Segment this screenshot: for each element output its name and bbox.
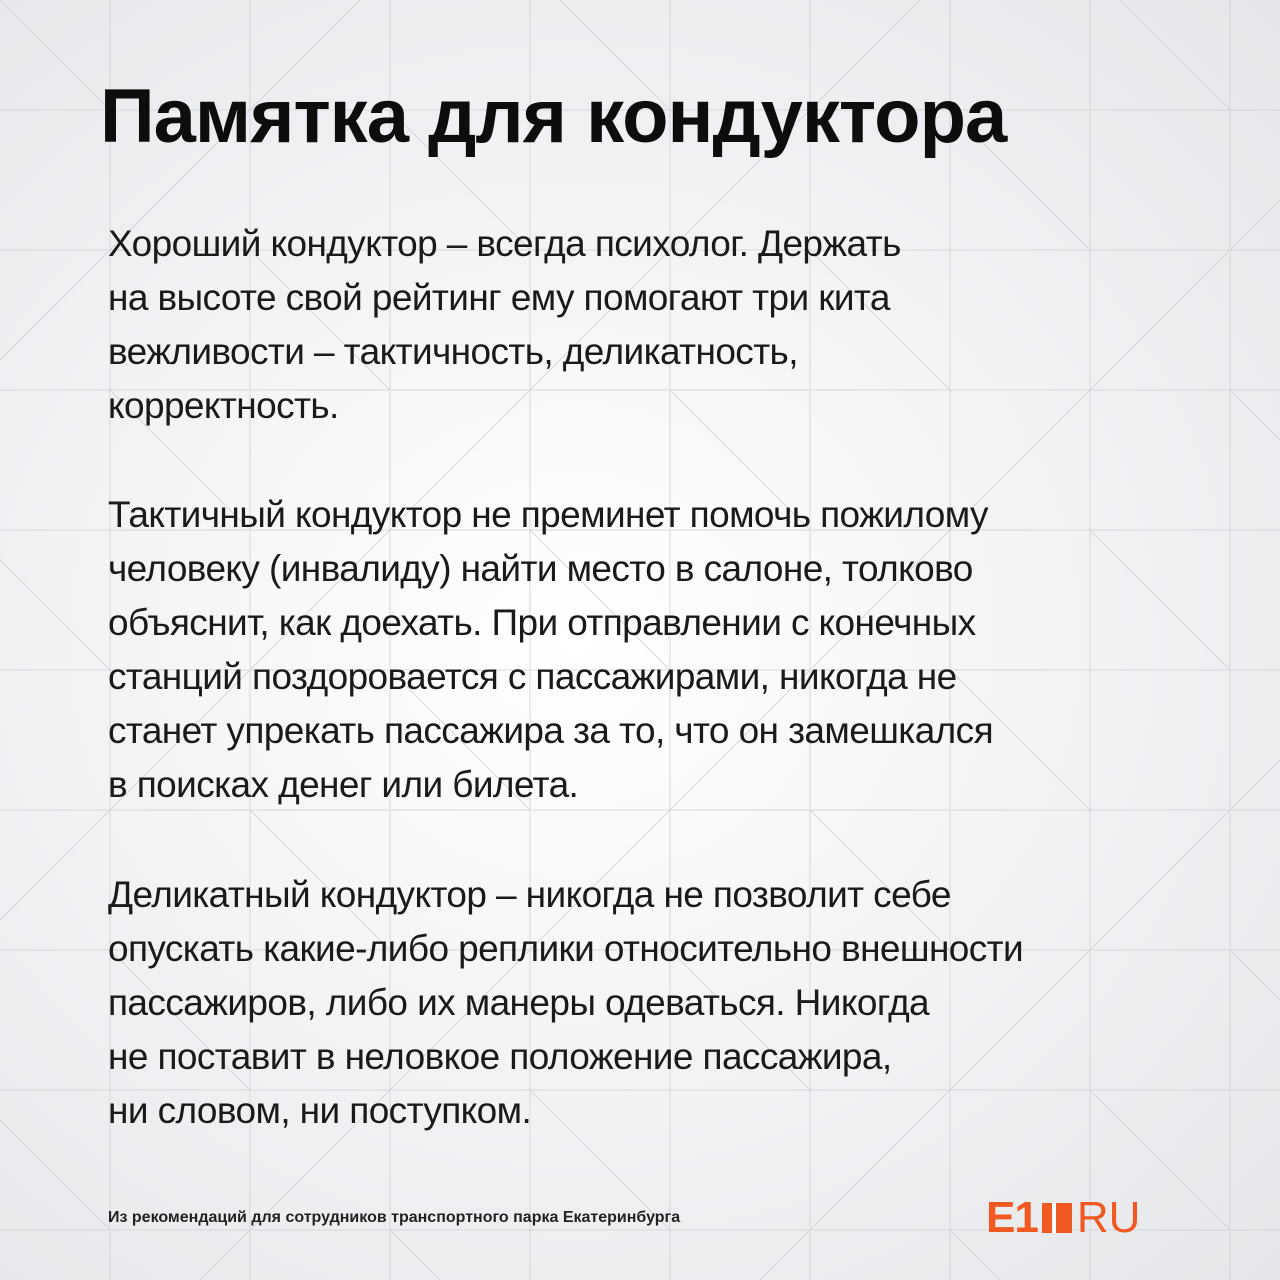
- paragraph-intro: [108, 217, 1198, 433]
- logo-e1-text: E1: [986, 1193, 1038, 1242]
- paragraph-line: пассажиров, либо их манеры одеваться. Никогда: [108, 982, 930, 1023]
- paragraph-line: корректность.: [108, 385, 339, 426]
- paragraph-line: станций поздоровается с пассажирами, никогда не: [108, 656, 957, 697]
- paragraph-line: Деликатный кондуктор – никогда не позволит себе: [108, 874, 951, 915]
- paragraph-line: станет упрекать пассажира за то, что он замешкался: [108, 710, 994, 751]
- paragraph-line: объяснит, как доехать. При отправлении с конечных: [108, 602, 976, 643]
- logo-ru-text: RU: [1076, 1193, 1141, 1242]
- paragraph-tactful: [108, 488, 1198, 812]
- paragraph-line: Хороший кондуктор – всегда психолог. Держать: [108, 223, 901, 264]
- source-note: Из рекомендаций для сотрудников транспортного парка Екатеринбурга: [108, 1209, 681, 1226]
- paragraph-line: опускать какие-либо реплики относительно внешности: [108, 928, 1024, 969]
- paragraph-line: на высоте свой рейтинг ему помогают три кита: [108, 277, 890, 318]
- logo-square-mark: [1042, 1203, 1072, 1233]
- paragraph-line: не поставит в неловкое положение пассажира,: [108, 1036, 892, 1077]
- paragraph-line: человеку (инвалиду) найти место в салоне, толково: [108, 548, 973, 589]
- paragraph-line: вежливости – тактичность, деликатность,: [108, 331, 798, 372]
- paragraph-line: ни словом, ни поступком.: [108, 1090, 532, 1131]
- e1-ru-logo: [986, 1193, 1141, 1242]
- paragraph-delicate: [108, 868, 1198, 1138]
- paragraph-line: в поисках денег или билета.: [108, 764, 579, 805]
- page-title: Памятка для кондуктора: [100, 74, 1007, 159]
- paragraph-line: Тактичный кондуктор не преминет помочь пожилому: [108, 494, 988, 535]
